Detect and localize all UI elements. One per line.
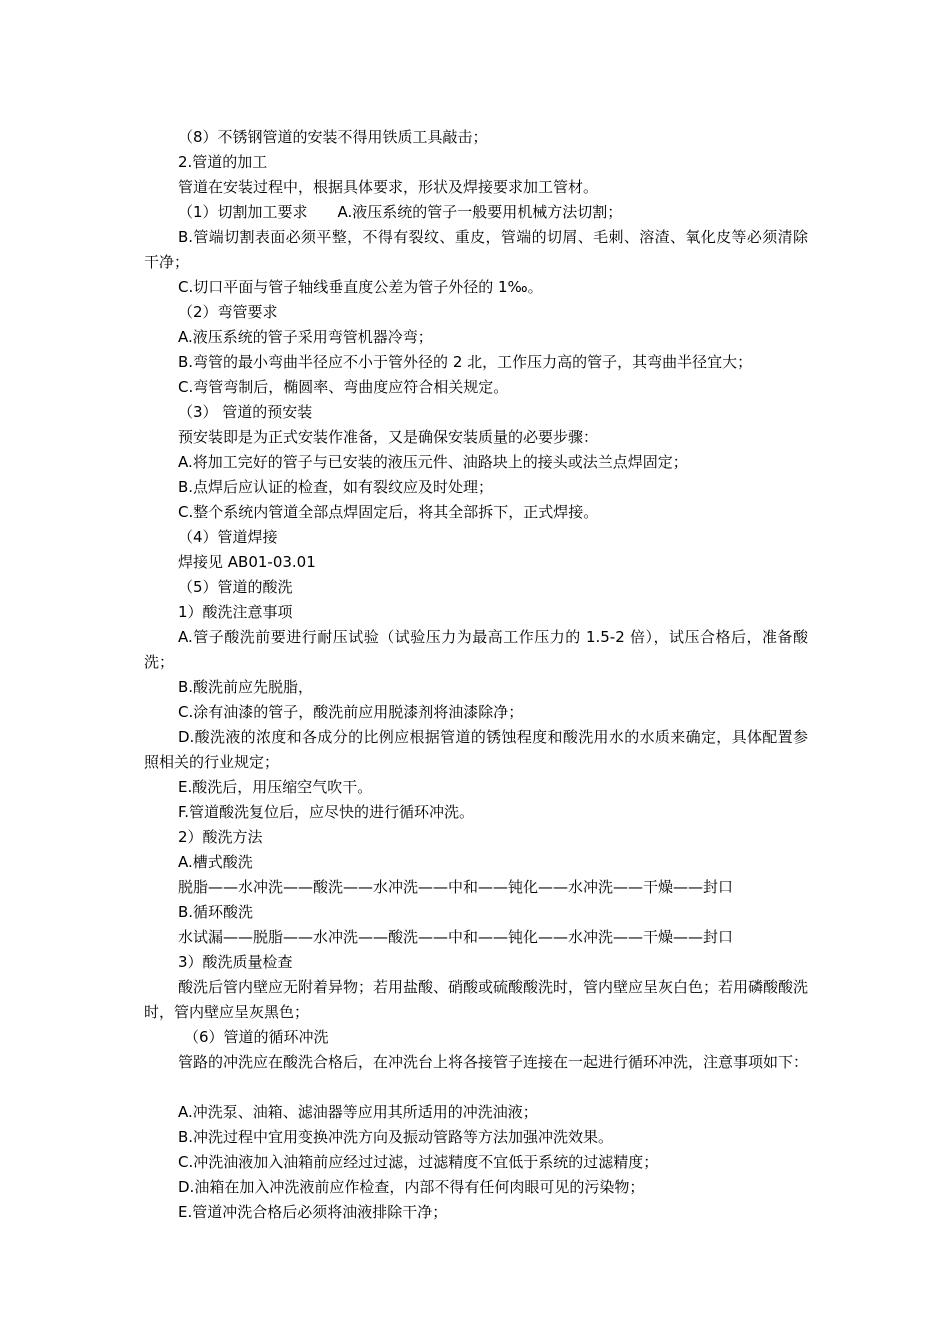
paragraph-pickling-a: A.管子酸洗前要进行耐压试验（试验压力为最高工作压力的 1.5-2 倍），试压合格后，准备酸洗； <box>144 628 808 671</box>
paragraph-pickling-e: E.酸洗后，用压缩空气吹干。 <box>178 778 373 796</box>
paragraph-flush-e: E.管道冲洗合格后必须将油液排除干净； <box>178 1203 448 1221</box>
heading-pickling-notes: 1）酸洗注意事项 <box>178 603 293 621</box>
process-flow-circulating: 水试漏——脱脂——水冲洗——酸洗——中和——钝化——水冲洗——干燥——封口 <box>178 928 734 946</box>
heading-pickling: （5）管道的酸洗 <box>178 578 293 596</box>
paragraph-pre-installation-b: B.点焊后应认证的检查，如有裂纹应及时处理； <box>178 478 494 496</box>
process-flow-tank: 脱脂——水冲洗——酸洗——水冲洗——中和——钝化——水冲洗——干燥——封口 <box>178 878 734 896</box>
paragraph-bending-c: C.弯管弯制后，椭圆率、弯曲度应符合相关规定。 <box>178 378 509 396</box>
paragraph-pre-installation-a: A.将加工完好的管子与已安装的液压元件、油路块上的接头或法兰点焊固定； <box>178 453 688 471</box>
paragraph-pre-installation-c: C.整个系统内管道全部点焊固定后，将其全部拆下，正式焊接。 <box>178 503 599 521</box>
heading-pipe-processing: 2.管道的加工 <box>178 153 268 171</box>
paragraph-pickling-b: B.酸洗前应先脱脂， <box>178 678 314 696</box>
paragraph-tank-pickling: A.槽式酸洗 <box>178 853 253 871</box>
heading-bending-requirements: （2）弯管要求 <box>178 303 278 321</box>
paragraph-processing-intro: 管道在安装过程中，根据具体要求，形状及焊接要求加工管材。 <box>178 178 599 196</box>
heading-pre-installation: （3） 管道的预安装 <box>178 403 313 421</box>
paragraph-cutting-requirements: （1）切割加工要求 A.液压系统的管子一般要用机械方法切割； <box>178 203 623 221</box>
paragraph-welding-reference: 焊接见 AB01-03.01 <box>178 553 316 571</box>
paragraph-circulating-pickling: B.循环酸洗 <box>178 903 254 921</box>
paragraph-pickling-c: C.涂有油漆的管子，酸洗前应用脱漆剂将油漆除净； <box>178 703 524 721</box>
paragraph-flush-a: A.冲洗泵、油箱、滤油器等应用其所适用的冲洗油液； <box>178 1103 538 1121</box>
heading-pickling-quality: 3）酸洗质量检查 <box>178 953 293 971</box>
heading-pipe-welding: （4）管道焊接 <box>178 528 278 546</box>
paragraph-flush-intro: 管路的冲洗应在酸洗合格后，在冲洗台上将各接管子连接在一起进行循环冲洗，注意事项如下： <box>178 1053 809 1071</box>
heading-pickling-methods: 2）酸洗方法 <box>178 828 263 846</box>
paragraph-bending-a: A.液压系统的管子采用弯管机器冷弯； <box>178 328 433 346</box>
paragraph-item-8-stainless: （8）不锈钢管道的安装不得用铁质工具敲击； <box>178 128 488 146</box>
paragraph-cutting-b: B.管端切割表面必须平整，不得有裂纹、重皮，管端的切屑、毛刺、溶渣、氧化皮等必须清除干净； <box>144 228 808 271</box>
paragraph-cutting-c: C.切口平面与管子轴线垂直度公差为管子外径的 1‰。 <box>178 278 543 296</box>
paragraph-pickling-f: F.管道酸洗复位后，应尽快的进行循环冲洗。 <box>178 803 474 821</box>
paragraph-pre-installation-intro: 预安装即是为正式安装作准备，又是确保安装质量的必要步骤： <box>178 428 599 446</box>
paragraph-flush-d: D.油箱在加入冲洗液前应作检查，内部不得有任何肉眼可见的污染物； <box>178 1178 645 1196</box>
heading-circulating-flush: （6）管道的循环冲洗 <box>184 1028 329 1046</box>
paragraph-flush-c: C.冲洗油液加入油箱前应经过过滤，过滤精度不宜低于系统的过滤精度； <box>178 1153 659 1171</box>
paragraph-pickling-quality: 酸洗后管内壁应无附着异物；若用盐酸、硝酸或硫酸酸洗时，管内壁应呈灰白色；若用磷酸酸洗时，管内壁应呈灰黑色； <box>144 978 809 1021</box>
paragraph-pickling-d: D.酸洗液的浓度和各成分的比例应根据管道的锈蚀程度和酸洗用水的水质来确定，具体配置参照相关的行业规定； <box>144 728 808 771</box>
paragraph-flush-b: B.冲洗过程中宜用变换冲洗方向及振动管路等方法加强冲洗效果。 <box>178 1128 614 1146</box>
paragraph-bending-b: B.弯管的最小弯曲半径应不小于管外径的 2 北，工作压力高的管子，其弯曲半径宜大； <box>178 353 753 371</box>
